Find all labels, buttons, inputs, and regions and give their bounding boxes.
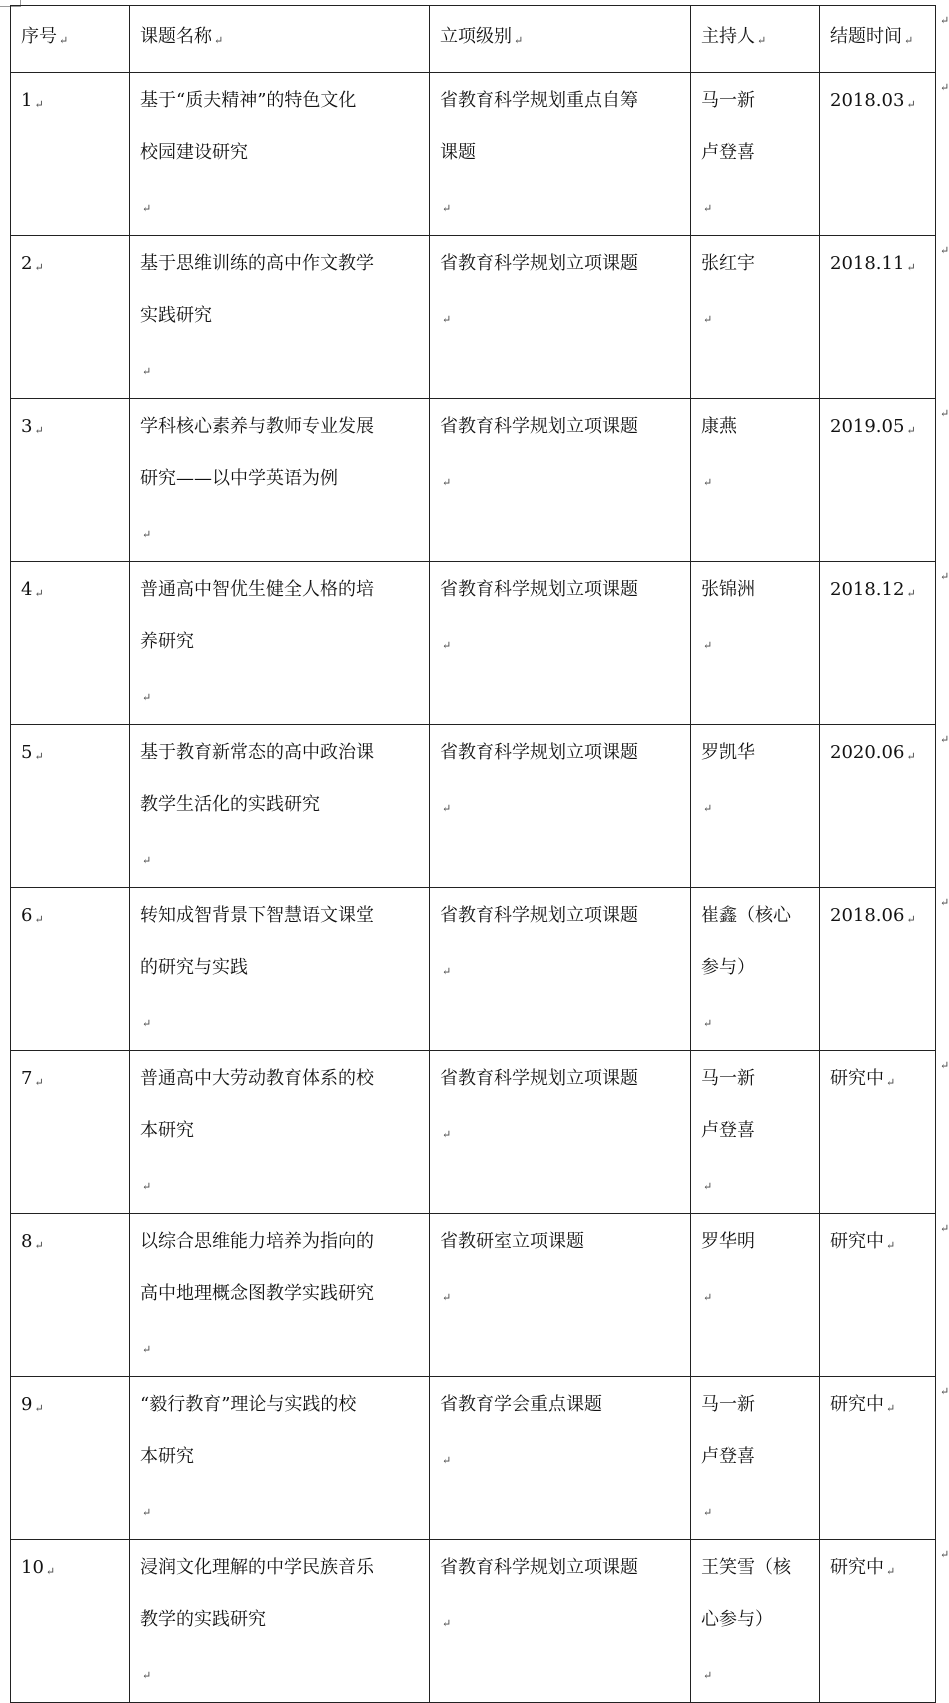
paragraph-mark: ↵: [906, 587, 916, 600]
level-line: 课题: [440, 142, 476, 163]
table-row: [11, 888, 936, 1051]
table-row: [11, 1214, 936, 1377]
research-projects-table: [10, 5, 936, 1703]
cell-host: [691, 562, 820, 725]
row-end-mark: ↵: [940, 1384, 949, 1398]
paragraph-mark: ↵: [886, 1076, 896, 1089]
cell-level: [430, 1377, 691, 1540]
title-line: 本研究: [140, 1446, 194, 1467]
table-row: [11, 1377, 936, 1540]
paragraph-mark: ↵: [703, 1291, 713, 1304]
title-line: 本研究: [140, 1120, 194, 1141]
row-end-mark: ↵: [940, 406, 949, 420]
paragraph-mark: ↵: [34, 98, 44, 111]
row-end-mark: ↵: [940, 80, 949, 94]
host-line: 罗华明: [701, 1231, 755, 1252]
paragraph-mark: ↵: [34, 261, 44, 274]
host-line: 卢登喜: [701, 1446, 755, 1467]
title-line: 普通高中智优生健全人格的培: [140, 579, 374, 600]
paragraph-mark: ↵: [703, 1506, 713, 1519]
paragraph-mark: ↵: [886, 1565, 896, 1578]
row-end-mark: ↵: [940, 1221, 949, 1235]
title-line: 实践研究: [140, 305, 212, 326]
paragraph-mark: ↵: [442, 313, 452, 326]
paragraph-mark: ↵: [34, 1239, 44, 1252]
cell-level: [430, 888, 691, 1051]
host-line: 马一新: [701, 1394, 755, 1415]
paragraph-mark: ↵: [142, 365, 152, 378]
title-line: 基于教育新常态的高中政治课: [140, 742, 374, 763]
paragraph-mark: ↵: [34, 913, 44, 926]
paragraph-mark: ↵: [142, 1669, 152, 1682]
row-end-mark: ↵: [940, 13, 949, 27]
paragraph-mark: ↵: [142, 1506, 152, 1519]
level-line: 省教育科学规划立项课题: [440, 416, 638, 437]
header-cell-level: 立项级别 ↵: [430, 6, 691, 73]
row-end-mark: ↵: [940, 1547, 949, 1561]
paragraph-mark: ↵: [886, 1402, 896, 1415]
cell-date: [820, 1377, 936, 1540]
cell-title: [130, 1377, 430, 1540]
row-number: 10: [21, 1557, 44, 1578]
paragraph-mark: ↵: [886, 1239, 896, 1252]
paragraph-mark: ↵: [442, 802, 452, 815]
paragraph-mark: ↵: [442, 476, 452, 489]
row-date: 研究中: [830, 1231, 884, 1252]
cell-level: [430, 725, 691, 888]
cell-title: [130, 73, 430, 236]
row-date: 研究中: [830, 1557, 884, 1578]
host-line: 马一新: [701, 90, 755, 111]
paragraph-mark: ↵: [703, 1180, 713, 1193]
paragraph-mark: ↵: [34, 750, 44, 763]
header-cell-host: 主持人 ↵: [691, 6, 820, 73]
row-end-mark: ↵: [940, 243, 949, 257]
paragraph-mark: ↵: [442, 965, 452, 978]
cell-number: [11, 73, 130, 236]
cell-date: [820, 236, 936, 399]
cell-level: [430, 1051, 691, 1214]
host-line: 马一新: [701, 1068, 755, 1089]
title-line: 研究——以中学英语为例: [140, 468, 338, 489]
paragraph-mark: ↵: [442, 1291, 452, 1304]
cell-host: [691, 888, 820, 1051]
cell-date: [820, 1051, 936, 1214]
table-row: [11, 725, 936, 888]
cell-title: [130, 1214, 430, 1377]
cell-date: [820, 888, 936, 1051]
title-line: 养研究: [140, 631, 194, 652]
cell-title: [130, 399, 430, 562]
paragraph-mark: ↵: [442, 1617, 452, 1630]
paragraph-mark: ↵: [703, 476, 713, 489]
row-date: 2018.11: [830, 253, 905, 274]
cell-title: [130, 888, 430, 1051]
title-line: 转知成智背景下智慧语文课堂: [140, 905, 374, 926]
table-row: [11, 1540, 936, 1703]
paragraph-mark: ↵: [142, 1180, 152, 1193]
host-line: 崔鑫（核心: [701, 905, 791, 926]
cell-number: [11, 888, 130, 1051]
title-line: 学科核心素养与教师专业发展: [140, 416, 374, 437]
paragraph-mark: ↵: [906, 424, 916, 437]
paragraph-mark: ↵: [906, 913, 916, 926]
cell-title: [130, 562, 430, 725]
paragraph-mark: ↵: [703, 802, 713, 815]
paragraph-mark: ↵: [703, 639, 713, 652]
cell-date: [820, 1214, 936, 1377]
host-line: 罗凯华: [701, 742, 755, 763]
cell-date: [820, 1540, 936, 1703]
paragraph-mark: ↵: [906, 261, 916, 274]
host-line: 康燕: [701, 416, 737, 437]
title-line: 浸润文化理解的中学民族音乐: [140, 1557, 374, 1578]
paragraph-mark: ↵: [142, 854, 152, 867]
cell-level: [430, 1540, 691, 1703]
cell-number: [11, 562, 130, 725]
row-date: 2018.06: [830, 905, 905, 926]
cell-level: [430, 236, 691, 399]
cell-host: [691, 236, 820, 399]
cell-title: [130, 1051, 430, 1214]
level-line: 省教育科学规划重点自筹: [440, 90, 638, 111]
row-end-mark: ↵: [940, 732, 949, 746]
cell-number: [11, 399, 130, 562]
row-date: 2020.06: [830, 742, 905, 763]
row-number: 8: [21, 1231, 33, 1252]
paragraph-mark: ↵: [142, 1343, 152, 1356]
header-cell-title: 课题名称 ↵: [130, 6, 430, 73]
table-header-row: [11, 6, 936, 73]
cell-number: [11, 1377, 130, 1540]
row-date: 研究中: [830, 1394, 884, 1415]
row-number: 3: [21, 416, 33, 437]
row-number: 4: [21, 579, 33, 600]
cell-date: [820, 725, 936, 888]
paragraph-mark: ↵: [34, 1076, 44, 1089]
table-row: [11, 399, 936, 562]
table-row: [11, 73, 936, 236]
level-line: 省教育科学规划立项课题: [440, 253, 638, 274]
paragraph-mark: ↵: [142, 528, 152, 541]
cell-level: [430, 1214, 691, 1377]
title-line: 以综合思维能力培养为指向的: [140, 1231, 374, 1252]
cell-level: [430, 562, 691, 725]
cell-host: [691, 1051, 820, 1214]
paragraph-mark: ↵: [703, 1017, 713, 1030]
paragraph-mark: ↵: [442, 1454, 452, 1467]
paragraph-mark: ↵: [703, 202, 713, 215]
paragraph-mark: ↵: [142, 1017, 152, 1030]
host-line: 王笑雪（核: [701, 1557, 791, 1578]
title-line: 教学生活化的实践研究: [140, 794, 320, 815]
host-line: 心参与）: [701, 1609, 773, 1630]
paragraph-mark: ↵: [34, 587, 44, 600]
level-line: 省教育科学规划立项课题: [440, 579, 638, 600]
host-line: 张锦洲: [701, 579, 755, 600]
row-number: 6: [21, 905, 33, 926]
title-line: 高中地理概念图教学实践研究: [140, 1283, 374, 1304]
cell-title: [130, 236, 430, 399]
paragraph-mark: ↵: [142, 691, 152, 704]
cell-number: [11, 236, 130, 399]
host-line: 卢登喜: [701, 142, 755, 163]
row-date: 研究中: [830, 1068, 884, 1089]
table-row: [11, 236, 936, 399]
row-date: 2018.12: [830, 579, 905, 600]
title-line: 基于“质夫精神”的特色文化: [140, 90, 357, 111]
level-line: 省教育学会重点课题: [440, 1394, 602, 1415]
title-line: 的研究与实践: [140, 957, 248, 978]
row-end-mark: ↵: [940, 569, 949, 583]
cell-host: [691, 1214, 820, 1377]
cell-host: [691, 73, 820, 236]
row-end-mark: ↵: [940, 895, 949, 909]
title-line: 教学的实践研究: [140, 1609, 266, 1630]
host-line: 张红宇: [701, 253, 755, 274]
cell-host: [691, 1540, 820, 1703]
row-number: 5: [21, 742, 33, 763]
paragraph-mark: ↵: [142, 202, 152, 215]
row-end-mark: ↵: [940, 1058, 949, 1072]
table-row: [11, 1051, 936, 1214]
level-line: 省教育科学规划立项课题: [440, 742, 638, 763]
paragraph-mark: ↵: [703, 313, 713, 326]
paragraph-mark: ↵: [34, 424, 44, 437]
host-line: 参与）: [701, 957, 755, 978]
paragraph-mark: ↵: [906, 750, 916, 763]
title-line: 校园建设研究: [140, 142, 248, 163]
cell-date: [820, 73, 936, 236]
header-cell-number: 序号 ↵: [11, 6, 130, 73]
level-line: 省教育科学规划立项课题: [440, 905, 638, 926]
row-number: 9: [21, 1394, 33, 1415]
row-number: 1: [21, 90, 33, 111]
paragraph-mark: ↵: [442, 202, 452, 215]
row-date: 2018.03: [830, 90, 905, 111]
level-line: 省教研室立项课题: [440, 1231, 584, 1252]
cell-number: [11, 1214, 130, 1377]
cell-title: [130, 725, 430, 888]
cell-host: [691, 399, 820, 562]
host-line: 卢登喜: [701, 1120, 755, 1141]
cell-level: [430, 73, 691, 236]
title-line: 基于思维训练的高中作文教学: [140, 253, 374, 274]
title-line: “毅行教育”理论与实践的校: [140, 1394, 357, 1415]
cell-host: [691, 1377, 820, 1540]
paragraph-mark: ↵: [442, 1128, 452, 1141]
cell-host: [691, 725, 820, 888]
paragraph-mark: ↵: [906, 98, 916, 111]
cell-date: [820, 562, 936, 725]
title-line: 普通高中大劳动教育体系的校: [140, 1068, 374, 1089]
paragraph-mark: ↵: [442, 639, 452, 652]
paragraph-mark: ↵: [34, 1402, 44, 1415]
row-number: 2: [21, 253, 33, 274]
cell-date: [820, 399, 936, 562]
header-cell-date: 结题时间 ↵: [820, 6, 936, 73]
cell-number: [11, 1540, 130, 1703]
table-row: [11, 562, 936, 725]
paragraph-mark: ↵: [703, 1669, 713, 1682]
cell-title: [130, 1540, 430, 1703]
cell-level: [430, 399, 691, 562]
row-number: 7: [21, 1068, 33, 1089]
cell-number: [11, 725, 130, 888]
level-line: 省教育科学规划立项课题: [440, 1068, 638, 1089]
cell-number: [11, 1051, 130, 1214]
paragraph-mark: ↵: [45, 1565, 56, 1578]
row-date: 2019.05: [830, 416, 905, 437]
level-line: 省教育科学规划立项课题: [440, 1557, 638, 1578]
